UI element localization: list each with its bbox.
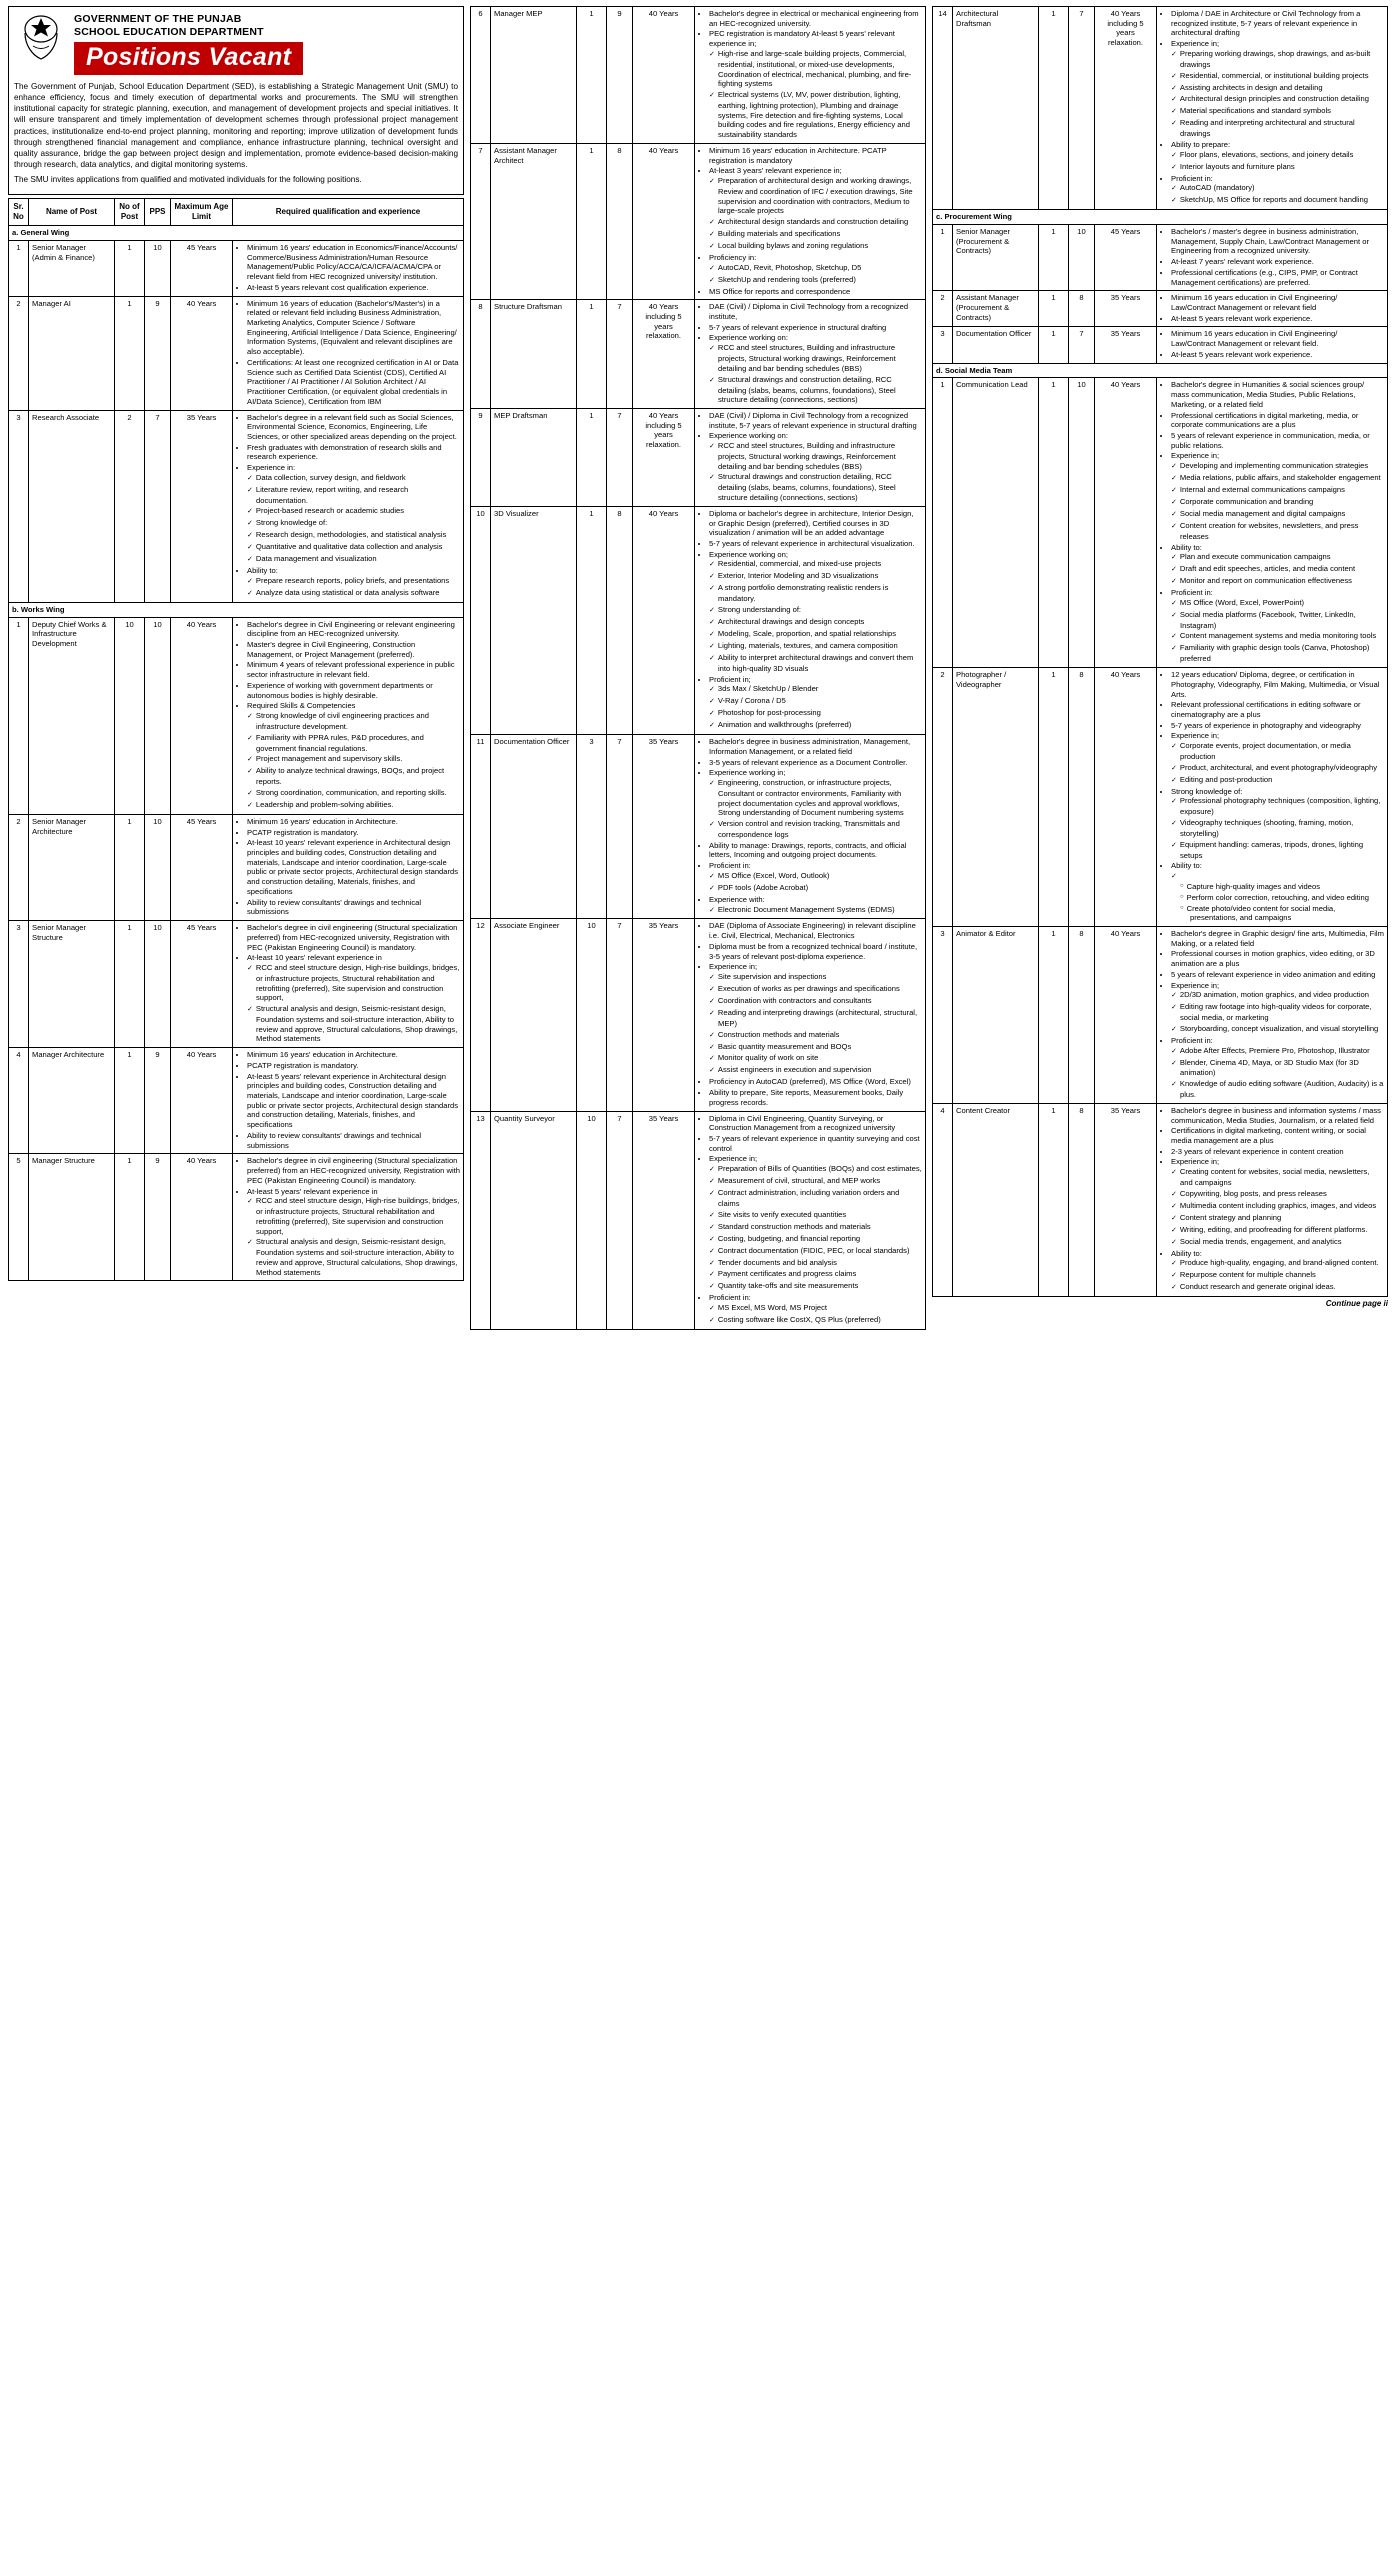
table-row [933, 378, 1388, 668]
cell-qualification: • Minimum 16 years education in Civil Engineering/ Law/Contract Management or relevant field. • At-least 5 years relevant work experience. [1157, 327, 1388, 363]
cell-no-of-post: 1 [115, 1048, 145, 1154]
cell-no-of-post: 1 [577, 408, 607, 506]
cell-post-name: Assistant Manager (Procurement & Contracts) [953, 291, 1039, 327]
cell-no-of-post: 1 [1039, 7, 1069, 210]
cell-age-limit: 35 Years [633, 1111, 695, 1329]
cell-pps: 9 [607, 7, 633, 144]
table-row [9, 410, 464, 602]
cell-sr: 1 [9, 617, 29, 814]
table-row [933, 7, 1388, 210]
cell-sr: 5 [9, 1154, 29, 1281]
cell-qualification: • Diploma or bachelor's degree in architecture, Interior Design, or Graphic Design (preferred), Certified courses in 3D visualization / animation will be an added advantage • 5-7 years of relevant experience in architectural visualization. • Experience working on; ✓ Residential, commercial, and mixed-use projects ✓ Exterior, Interior Modeling and 3D visualizations ✓ A strong portfolio demonstrating realistic renders is mandatory. ✓ Strong understanding of: ✓ Architectural drawings and design concepts ✓ Modeling, Scale, proportion, and spatial relationships ✓ Lighting, materials, textures, and camera composition ✓ Ability to interpret architectural drawings and convert them into high-quality 3D visuals • Proficient in; ✓ 3ds Max / SketchUp / Blender ✓ V-Ray / Corona / D5 ✓ Photoshop for post-processing ✓ Animation and walkthroughs (preferred) [695, 506, 926, 734]
cell-no-of-post: 1 [1039, 926, 1069, 1103]
cell-post-name: Documentation Officer [491, 735, 577, 919]
cell-post-name: Manager AI [29, 296, 115, 410]
cell-age-limit: 40 Years [171, 1154, 233, 1281]
cell-post-name: Content Creator [953, 1103, 1039, 1296]
cell-pps: 10 [145, 617, 171, 814]
government-title: GOVERNMENT OF THE PUNJAB [74, 13, 242, 25]
cell-age-limit: 40 Years including 5 years relaxation. [633, 408, 695, 506]
table-row [471, 143, 926, 299]
cell-pps: 7 [607, 408, 633, 506]
posts-table-right [932, 6, 1388, 1297]
cell-age-limit: 40 Years [1095, 926, 1157, 1103]
table-row [933, 926, 1388, 1103]
cell-no-of-post: 1 [1039, 668, 1069, 927]
cell-post-name: MEP Draftsman [491, 408, 577, 506]
cell-pps: 7 [1069, 7, 1095, 210]
cell-age-limit: 35 Years [1095, 327, 1157, 363]
cell-no-of-post: 1 [577, 143, 607, 299]
table-row [933, 291, 1388, 327]
cell-qualification: • Diploma / DAE in Architecture or Civil Technology from a recognized institute, 5-7 years of relevant experience in architectural drafting • Experience in; ✓ Preparing working drawings, shop drawings, and as-built drawings ✓ Residential, commercial, or institutional building projects ✓ Assisting architects in design and detailing ✓ Architectural design principles and construction detailing ✓ Material specifications and standard symbols ✓ Reading and interpreting architectural and structural drawings • Ability to prepare: ✓ Floor plans, elevations, sections, and joinery details ✓ Interior layouts and furniture plans • Proficient in: ✓ AutoCAD (mandatory) ✓ SketchUp, MS Office for reports and document handling [1157, 7, 1388, 210]
cell-pps: 10 [1069, 225, 1095, 291]
cell-post-name: Structure Draftsman [491, 300, 577, 409]
column-middle [470, 6, 926, 1330]
cell-sr: 14 [933, 7, 953, 210]
cell-no-of-post: 1 [115, 921, 145, 1048]
cell-age-limit: 40 Years [171, 296, 233, 410]
cell-age-limit: 35 Years [1095, 291, 1157, 327]
cell-post-name: Communication Lead [953, 378, 1039, 668]
cell-sr: 2 [933, 668, 953, 927]
cell-sr: 8 [471, 300, 491, 409]
cell-age-limit: 40 Years including 5 years relaxation. [1095, 7, 1157, 210]
cell-qualification: • Minimum 16 years' education in Economics/Finance/Accounts/ Commerce/Business Administration/Human Resource Management/Public Policy/ACCA/CA/ICFA/ACMA/CPA or relevant field from HEC recognized university/ institution. • At-least 5 years relevant cost qualification experience. [233, 241, 464, 297]
cell-age-limit: 45 Years [1095, 225, 1157, 291]
cell-post-name: Senior Manager Architecture [29, 814, 115, 920]
cell-sr: 2 [9, 814, 29, 920]
cell-sr: 3 [9, 410, 29, 602]
cell-no-of-post: 1 [1039, 378, 1069, 668]
punjab-crest-icon [14, 11, 68, 63]
cell-sr: 1 [9, 241, 29, 297]
th-name: Name of Post [29, 198, 115, 225]
cell-post-name: Animator & Editor [953, 926, 1039, 1103]
cell-age-limit: 40 Years [633, 7, 695, 144]
cell-age-limit: 45 Years [171, 921, 233, 1048]
cell-qualification: • Bachelor's degree in Graphic design/ fine arts, Multimedia, Film Making, or a related field • Professional courses in motion graphics, video editing, or 3D animation are a plus • 5 years of relevant experience in video animation and editing • Experience in; ✓ 2D/3D animation, motion graphics, and video production ✓ Editing raw footage into high-quality videos for corporate, social media, or marketing ✓ Storyboarding, concept visualization, and visual storytelling • Proficient in: ✓ Adobe After Effects, Premiere Pro, Photoshop, Illustrator ✓ Blender, Cinema 4D, Maya, or 3D Studio Max (for 3D animation) ✓ Knowledge of audio editing software (Audition, Audacity) is a plus. [1157, 926, 1388, 1103]
cell-no-of-post: 1 [1039, 291, 1069, 327]
cell-sr: 7 [471, 143, 491, 299]
cell-sr: 3 [933, 327, 953, 363]
cell-pps: 7 [607, 1111, 633, 1329]
cell-age-limit: 35 Years [633, 919, 695, 1111]
column-right [932, 6, 1388, 1308]
cell-sr: 3 [9, 921, 29, 1048]
cell-qualification: • Bachelor's degree in a relevant field such as Social Sciences, Environmental Science, Economics, Engineering, Life Sciences, or other specialized areas depending on the project. • Fresh graduates with demonstration of research skills and research experience. • Experience in: ✓ Data collection, survey design, and fieldwork ✓ Literature review, report writing, and research documentation. ✓ Project-based research or academic studies ✓ Strong knowledge of: ✓ Research design, methodologies, and statistical analysis ✓ Quantitative and qualitative data collection and analysis ✓ Data management and visualization • Ability to: ✓ Prepare research reports, policy briefs, and presentations ✓ Analyze data using statistical or data analysis software [233, 410, 464, 602]
section-header-procurement-wing [933, 210, 1388, 225]
cell-age-limit: 40 Years [171, 1048, 233, 1154]
cell-post-name: Quantity Surveyor [491, 1111, 577, 1329]
table-row [471, 1111, 926, 1329]
cell-qualification: • Minimum 16 years' education in Architecture. • PCATP registration is mandatory. • At-least 10 years' relevant experience in Architectural design principles and building codes, Construction detailing and materials, Landscape and interior coordination, Large-scale public or private sector projects, Architectural design standards and construction detailing, Materials, finishes, and specifications • Ability to review consultants' drawings and technical submissions [233, 814, 464, 920]
cell-qualification: • Minimum 16 years' education in Architecture. • PCATP registration is mandatory. • At-least 5 years' relevant experience in Architectural design principles and building codes, Construction detailing and materials, Landscape and interior coordination, Large-scale public or private sector projects, Architectural design standards and construction detailing, Materials, finishes, and specifications • Ability to review consultants' drawings and technical submissions [233, 1048, 464, 1154]
cell-pps: 8 [607, 506, 633, 734]
cell-sr: 1 [933, 378, 953, 668]
cell-age-limit: 40 Years [1095, 668, 1157, 927]
table-row [9, 296, 464, 410]
table-row [9, 241, 464, 297]
cell-qualification: • Bachelor's degree in Civil Engineering or relevant engineering discipline from an HEC-recognized university. • Master's degree in Civil Engineering, Construction Management, or Project Management (preferred). • Minimum 4 years of relevant professional experience in public sector infrastructure in relevant field. • Experience of working with government departments or autonomous bodies is highly desirable. • Required Skills & Competencies ✓ Strong knowledge of civil engineering practices and infrastructure development. ✓ Familiarity with PPRA rules, P&D procedures, and government financial regulations. ✓ Project management and supervisory skills. ✓ Ability to analyze technical drawings, BOQs, and project reports. ✓ Strong coordination, communication, and reporting skills. ✓ Leadership and problem-solving abilities. [233, 617, 464, 814]
cell-qualification: • DAE (Civil) / Diploma in Civil Technology from a recognized institute, 5-7 years of relevant experience in structural drafting • Experience working on: ✓ RCC and steel structures, Building and infrastructure projects, Structural working drawings, Reinforcement detailing and bar bending schedules (BBS) ✓ Structural drawings and construction detailing, RCC detailing (slabs, beams, columns, foundations), Steel structure detailing (connections, sections) [695, 408, 926, 506]
cell-pps: 8 [1069, 926, 1095, 1103]
cell-age-limit: 40 Years [1095, 378, 1157, 668]
cell-sr: 12 [471, 919, 491, 1111]
table-row [471, 7, 926, 144]
section-header-social-media-team-label: d. Social Media Team [933, 363, 1388, 378]
table-row [9, 617, 464, 814]
table-row [9, 814, 464, 920]
cell-age-limit: 35 Years [1095, 1103, 1157, 1296]
th-no: No of Post [115, 198, 145, 225]
cell-post-name: Senior Manager (Admin & Finance) [29, 241, 115, 297]
table-header-row [9, 198, 464, 225]
th-pps: PPS [145, 198, 171, 225]
cell-qualification: • Bachelor's degree in civil engineering (Structural specialization preferred) from an HEC-recognized university, Registration with PEC (Pakistan Engineering Council) is mandatory. • At-least 5 years' relevant experience in ✓ RCC and steel structure design, High-rise buildings, bridges, or infrastructure projects, Structural rehabilitation and retrofitting (preferred), Site supervision and construction support, ✓ Structural analysis and design, Seismic-resistant design, Foundation systems and soil-structure interaction, Ability to review and approve, Structural calculations, Shop drawings, Method statements [233, 1154, 464, 1281]
cell-post-name: Manager MEP [491, 7, 577, 144]
cell-qualification: • 12 years education/ Diploma, degree, or certification in Photography, Videography, Film Making, Multimedia, or Visual Arts. • Relevant professional certifications in editing software or cinematography are a plus • 5-7 years of experience in photography and videography • Experience in; ✓ Corporate events, project documentation, or media production ✓ Product, architectural, and event photography/videography ✓ Editing and post-production • Strong knowledge of: ✓ Professional photography techniques (composition, lighting, exposure) ✓ Videography techniques (shooting, framing, motion, storytelling) ✓ Equipment handling: cameras, tripods, drones, lighting setups • Ability to: ○ ✓ Capture high-quality images and videos ○ Perform color correction, retouching, and video editing ○ Create photo/video content for social media, presentations, and campaigns [1157, 668, 1388, 927]
table-row [9, 1048, 464, 1154]
cell-qualification: • DAE (Diploma of Associate Engineering) in relevant discipline i.e. Civil, Electrical, Mechanical, Electronics • Diploma must be from a recognized technical board / institute, 3-5 years of relevant post-diploma experience. • Experience in; ✓ Site supervision and inspections ✓ Execution of works as per drawings and specifications ✓ Coordination with contractors and consultants ✓ Reading and interpreting drawings (architectural, structural, MEP) ✓ Construction methods and materials ✓ Basic quantity measurement and BOQs ✓ Monitor quality of work on site ✓ Assist engineers in execution and supervision • Proficiency in AutoCAD (preferred), MS Office (Word, Excel) • Ability to prepare, Site reports, Measurement books, Daily progress records. [695, 919, 926, 1111]
cell-no-of-post: 1 [577, 7, 607, 144]
cell-pps: 10 [145, 241, 171, 297]
cell-pps: 8 [607, 143, 633, 299]
table-row [933, 225, 1388, 291]
cell-sr: 2 [9, 296, 29, 410]
cell-pps: 10 [145, 814, 171, 920]
cell-qualification: • Bachelor's degree in business and information systems / mass communication, Media Studies, Journalism, or a related field • Certifications in digital marketing, content writing, or social media management are a plus • 2-3 years of relevant experience in content creation • Experience in; ✓ Creating content for websites, social media, newsletters, and campaigns ✓ Copywriting, blog posts, and press releases ✓ Multimedia content including graphics, images, and videos ✓ Content strategy and planning ✓ Writing, editing, and proofreading for different platforms. ✓ Social media trends, engagement, and analytics • Ability to: ✓ Produce high-quality, engaging, and brand-aligned content. ✓ Repurpose content for multiple channels ✓ Conduct research and generate original ideas. [1157, 1103, 1388, 1296]
cell-post-name: Associate Engineer [491, 919, 577, 1111]
cell-qualification: • Bachelor's degree in business administration, Management, Information Management, or a related field • 3-5 years of relevant experience as a Document Controller. • Experience working in; ✓ Engineering, construction, or infrastructure projects, Consultant or contractor environments, Familiarity with project documentation cycles and approval workflows, Strong understanding of Document numbering systems ✓ Version control and revision tracking, Transmittals and correspondence logs • Ability to manage: Drawings, reports, contracts, and official letters, Incoming and outgoing project documents. • Proficient in: ✓ MS Office (Excel, Word, Outlook) ✓ PDF tools (Adobe Acrobat) • Experience with: ✓ Electronic Document Management Systems (EDMS) [695, 735, 926, 919]
cell-age-limit: 40 Years including 5 years relaxation. [633, 300, 695, 409]
cell-no-of-post: 1 [115, 296, 145, 410]
th-qualification: Required qualification and experience [233, 198, 464, 225]
cell-post-name: Documentation Officer [953, 327, 1039, 363]
cell-pps: 7 [1069, 327, 1095, 363]
table-row [933, 668, 1388, 927]
posts-table-left [8, 198, 464, 1282]
cell-no-of-post: 1 [577, 506, 607, 734]
cell-sr: 6 [471, 7, 491, 144]
cell-qualification: • Diploma in Civil Engineering, Quantity Surveying, or Construction Management from a recognized university • 5-7 years of relevant experience in quantity surveying and cost control • Experience in; ✓ Preparation of Bills of Quantities (BOQs) and cost estimates, ✓ Measurement of civil, structural, and MEP works ✓ Contract administration, including variation orders and claims ✓ Site visits to verify executed quantities ✓ Standard construction methods and materials ✓ Costing, budgeting, and financial reporting ✓ Contract documentation (FIDIC, PEC, or local standards) ✓ Tender documents and bid analysis ✓ Payment certificates and progress claims ✓ Quantity take-offs and site measurements • Proficient in: ✓ MS Excel, MS Word, MS Project ✓ Costing software like CostX, QS Plus (preferred) [695, 1111, 926, 1329]
cell-sr: 11 [471, 735, 491, 919]
section-header-general-wing-label: a. General Wing [9, 226, 464, 241]
cell-pps: 10 [145, 921, 171, 1048]
th-sr: Sr. No [9, 198, 29, 225]
cell-age-limit: 45 Years [171, 814, 233, 920]
cell-age-limit: 35 Years [171, 410, 233, 602]
cell-qualification: • DAE (Civil) / Diploma in Civil Technology from a recognized institute, • 5-7 years of relevant experience in structural drafting • Experience working on: ✓ RCC and steel structures, Building and infrastructure projects, Structural working drawings, Reinforcement detailing and bar bending schedules (BBS) ✓ Structural drawings and construction detailing, RCC detailing (slabs, beams, columns, foundations), Steel structure detailing (connections, sections) [695, 300, 926, 409]
cell-age-limit: 40 Years [633, 143, 695, 299]
posts-table-middle [470, 6, 926, 1330]
cell-pps: 7 [607, 300, 633, 409]
cell-pps: 7 [607, 735, 633, 919]
table-row [471, 735, 926, 919]
table-row [9, 1154, 464, 1281]
cell-qualification: • Bachelor's / master's degree in business administration, Management, Supply Chain, Law/Contract Management or Engineering from a recognized university. • At-least 7 years' relevant work experience. • Professional certifications (e.g., CIPS, PMP, or Contract Management certifications) are preferred. [1157, 225, 1388, 291]
cell-sr: 4 [933, 1103, 953, 1296]
cell-post-name: Assistant Manager Architect [491, 143, 577, 299]
cell-no-of-post: 2 [115, 410, 145, 602]
intro-paragraph-1: The Government of Punjab, School Education Department (SED), is establishing a Strategic Management Unit (SMU) to enhance efficiency, focus and timely execution of departmental works and procurements. The SMU will strengthen institutional capacity for strategic planning, execution, and management of development projects and special initiatives. It will ensure transparent and timely implementation of development schemes through professional project management practices, institutionalize end-to-end project planning, monitoring and reporting; improve utilization of development funds through strengthened financial management and compliance, enhance infrastructure planning, technical oversight and quality assurance, bridge the gap between project design and implementation, promote evidence-based decision-making through research, data analytics, and digital monitoring systems. [14, 82, 458, 169]
department-title: SCHOOL EDUCATION DEPARTMENT [74, 26, 264, 39]
cell-post-name: Architectural Draftsman [953, 7, 1039, 210]
cell-no-of-post: 1 [577, 300, 607, 409]
cell-post-name: Manager Architecture [29, 1048, 115, 1154]
table-row [471, 919, 926, 1111]
intro-text [14, 81, 458, 185]
cell-pps: 8 [1069, 1103, 1095, 1296]
cell-no-of-post: 10 [115, 617, 145, 814]
table-row [471, 300, 926, 409]
cell-no-of-post: 1 [115, 1154, 145, 1281]
cell-pps: 8 [1069, 291, 1095, 327]
table-row [933, 1103, 1388, 1296]
column-left [8, 6, 464, 1281]
cell-pps: 10 [1069, 378, 1095, 668]
cell-sr: 10 [471, 506, 491, 734]
cell-qualification: • Minimum 16 years' education in Architecture. PCATP registration is mandatory • At-least 3 years' relevant experience in; ✓ Preparation of architectural design and working drawings, Review and coordination of IFC / execution drawings, Site supervision and coordination with contractors, Medium to large-scale projects ✓ Architectural design standards and construction detailing ✓ Building materials and specifications ✓ Local building bylaws and zoning regulations • Proficiency in: ✓ AutoCAD, Revit, Photoshop, Sketchup, D5 ✓ SketchUp and rendering tools (preferred) • MS Office for reports and correspondence [695, 143, 926, 299]
cell-age-limit: 45 Years [171, 241, 233, 297]
cell-no-of-post: 10 [577, 919, 607, 1111]
cell-qualification: • Minimum 16 years of education (Bachelor's/Master's) in a related or relevant field including Business Administration, Marketing Analytics, Computer Science / Software Engineering, Artificial Intelligence / Data Science, Engineering/ Information Systems, (Equivalent and relevant disciplines are also acceptable). • Certifications: At least one recognized certification in AI or Data Science such as Certified Data Scientist (CDS), Certified AI Practitioner / AI Practitioner / AI Solution Architect / AI Practitioner Certification, (or equivalent global credentials in AI/Data Science), Certification from IBM [233, 296, 464, 410]
cell-sr: 4 [9, 1048, 29, 1154]
cell-sr: 9 [471, 408, 491, 506]
cell-qualification: • Minimum 16 years education in Civil Engineering/ Law/Contract Management or relevant field • At-least 5 years relevant work experience. [1157, 291, 1388, 327]
cell-no-of-post: 1 [115, 814, 145, 920]
cell-no-of-post: 1 [115, 241, 145, 297]
cell-sr: 1 [933, 225, 953, 291]
section-header-procurement-wing-label: c. Procurement Wing [933, 210, 1388, 225]
th-age: Maximum Age Limit [171, 198, 233, 225]
cell-pps: 9 [145, 296, 171, 410]
section-header-works-wing [9, 602, 464, 617]
cell-no-of-post: 1 [1039, 1103, 1069, 1296]
cell-qualification: • Bachelor's degree in electrical or mechanical engineering from an HEC-recognized university. • PEC registration is mandatory At-least 5 years' relevant experience in; ✓ High-rise and large-scale building projects, Commercial, residential, institutional, or mixed-use developments, Coordination of electrical, mechanical, plumbing, and fire-fighting systems ✓ Electrical systems (LV, MV, power distribution, lighting, earthing, lightning protection), Plumbing and drainage systems, Fire detection and fire-fighting systems, Local building codes and fire regulations, Energy efficiency and sustainability standards [695, 7, 926, 144]
cell-post-name: Research Associate [29, 410, 115, 602]
cell-post-name: Photographer / Videographer [953, 668, 1039, 927]
cell-no-of-post: 3 [577, 735, 607, 919]
cell-post-name: Senior Manager Structure [29, 921, 115, 1048]
cell-age-limit: 40 Years [171, 617, 233, 814]
table-row [471, 506, 926, 734]
positions-vacant-banner: Positions Vacant [74, 42, 303, 75]
cell-no-of-post: 10 [577, 1111, 607, 1329]
cell-no-of-post: 1 [1039, 327, 1069, 363]
cell-qualification: • Bachelor's degree in civil engineering (Structural specialization preferred) from HEC-recognized university, Registration with PEC (Pakistan Engineering Council) is mandatory. • At-least 10 years' relevant experience in ✓ RCC and steel structure design, High-rise buildings, bridges, or infrastructure projects, Structural rehabilitation and retrofitting (preferred), Site supervision and construction support, ✓ Structural analysis and design, Seismic-resistant design, Foundation systems and soil-structure interaction, Ability to review and approve, Structural calculations, Shop drawings, Method statements [233, 921, 464, 1048]
table-row [933, 327, 1388, 363]
section-header-works-wing-label: b. Works Wing [9, 602, 464, 617]
cell-qualification: • Bachelor's degree in Humanities & social sciences group/ mass communication, Media Studies, Public Relations, Marketing, or a related field • Professional certifications in digital marketing, media, or corporate communications are a plus • 5 years of relevant experience in communication, media, or public relations. • Experience in; ✓ Developing and implementing communication strategies ✓ Media relations, public affairs, and stakeholder engagement ✓ Internal and external communications campaigns ✓ Corporate communication and branding ✓ Social media management and digital campaigns ✓ Content creation for websites, newsletters, and press releases • Ability to: ✓ Plan and execute communication campaigns ✓ Draft and edit speeches, articles, and media content ✓ Monitor and report on communication effectiveness • Proficient in: ✓ MS Office (Word, Excel, PowerPoint) ✓ Social media platforms (Facebook, Twitter, LinkedIn, Instagram) ✓ Content management systems and media monitoring tools ✓ Familiarity with graphic design tools (Canva, Photoshop) preferred [1157, 378, 1388, 668]
intro-paragraph-2: The SMU invites applications from qualified and motivated individuals for the following positions. [14, 174, 362, 184]
cell-pps: 7 [607, 919, 633, 1111]
section-header-social-media-team [933, 363, 1388, 378]
table-row [471, 408, 926, 506]
table-row [9, 921, 464, 1048]
cell-post-name: Senior Manager (Procurement & Contracts) [953, 225, 1039, 291]
cell-age-limit: 40 Years [633, 506, 695, 734]
cell-pps: 9 [145, 1154, 171, 1281]
cell-pps: 9 [145, 1048, 171, 1154]
cell-sr: 2 [933, 291, 953, 327]
cell-sr: 3 [933, 926, 953, 1103]
continue-note: Continue page ii [1325, 1299, 1388, 1309]
cell-post-name: Manager Structure [29, 1154, 115, 1281]
cell-sr: 13 [471, 1111, 491, 1329]
cell-age-limit: 35 Years [633, 735, 695, 919]
cell-post-name: Deputy Chief Works & Infrastructure Development [29, 617, 115, 814]
cell-pps: 7 [145, 410, 171, 602]
cell-post-name: 3D Visualizer [491, 506, 577, 734]
cell-pps: 8 [1069, 668, 1095, 927]
cell-no-of-post: 1 [1039, 225, 1069, 291]
header-block [8, 6, 464, 195]
section-header-general-wing [9, 226, 464, 241]
